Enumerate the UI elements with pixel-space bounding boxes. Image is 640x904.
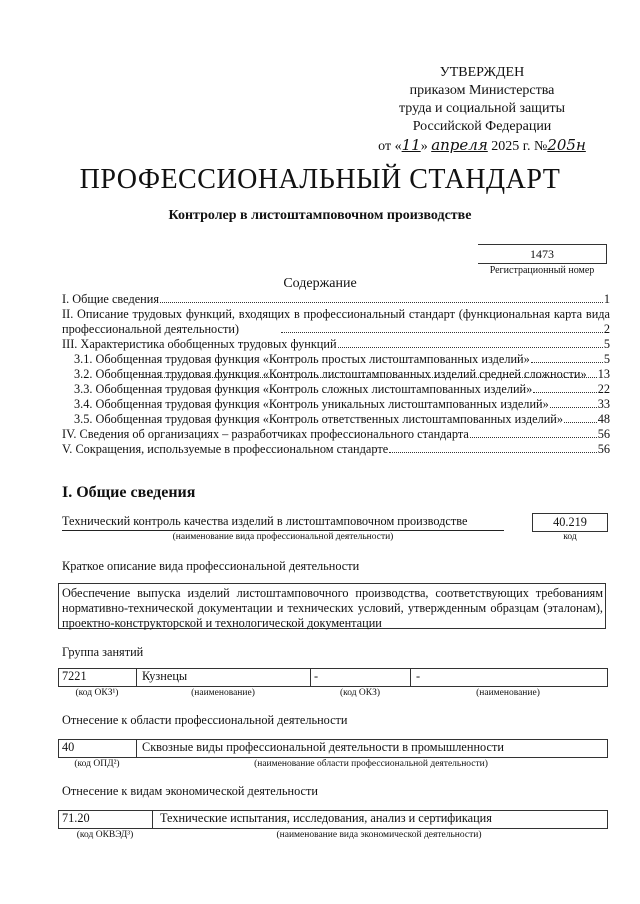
registration-label: Регистрационный номер [489, 265, 595, 276]
toc-item[interactable] [62, 337, 610, 352]
area-label: Отнесение к области профессиональной деятельности [62, 713, 348, 727]
okz-name: Кузнецы [142, 669, 188, 683]
approval-day: 11 [401, 136, 421, 154]
okz-code-2: - [314, 669, 319, 683]
toc-item[interactable] [62, 397, 610, 412]
toc-item[interactable] [62, 292, 610, 307]
divider [410, 668, 411, 686]
approval-month: апреля [431, 136, 488, 154]
okved-code-caption: (код ОКВЭД³) [76, 830, 134, 840]
econ-label: Отнесение к видам экономической деятельности [62, 784, 318, 798]
toc-item-text: II. Описание трудовых функций, входящих в профессиональный стандарт (функциональная карта вида профессиональной деятельности) [62, 307, 610, 336]
toc-item-text: III. Характеристика обобщенных трудовых функций [62, 337, 337, 351]
approval-year: 2025 г. № [491, 139, 548, 154]
activity-name-caption: (наименование вида профессиональной деятельности) [172, 532, 394, 542]
toc-item-text: V. Сокращения, используемые в профессиональном стандарте [62, 442, 389, 456]
opd-name: Сквозные виды профессиональной деятельности в промышленности [142, 740, 504, 754]
approval-number: 205н [547, 136, 586, 154]
date-prefix: от « [378, 139, 402, 154]
toc-item-page: 13 [597, 367, 610, 381]
approval-line-2: приказом Министерства [409, 83, 555, 98]
toc-item-page: 33 [597, 397, 610, 411]
divider [310, 668, 311, 686]
activity-name: Технический контроль качества изделий в листоштамповочном производстве [62, 514, 504, 531]
toc-item[interactable] [62, 442, 610, 457]
page-title: ПРОФЕССИОНАЛЬНЫЙ СТАНДАРТ [79, 164, 561, 195]
divider [136, 668, 137, 686]
okved-name: Технические испытания, исследования, анализ и сертификация [160, 811, 492, 825]
activity-code-caption: код [563, 532, 577, 542]
toc-item-text: 3.5. Обобщенная трудовая функция «Контроль ответственных листоштампованных изделий» [74, 412, 564, 426]
approval-line-4: Российской Федерации [412, 119, 552, 134]
toc-title: Содержание [283, 276, 357, 291]
okz-code-caption-2: (код ОКЗ) [339, 688, 381, 698]
brief-description: Обеспечение выпуска изделий листоштамповочного производства, соответствующих требованиям нормативно-технической документации и технических условий, утвержденным образцам (эталонам), проектно-конструкторской и технологической документации [58, 583, 606, 629]
okz-code: 7221 [62, 669, 87, 683]
occupation-table [58, 668, 608, 687]
toc-item-text: 3.4. Обобщенная трудовая функция «Контроль уникальных листоштампованных изделий» [74, 397, 549, 411]
approval-line-3: труда и социальной защиты [399, 101, 565, 116]
approval-date [372, 136, 592, 156]
divider [136, 739, 137, 757]
approval-heading: УТВЕРЖДЕН [439, 65, 525, 80]
toc-item[interactable] [62, 412, 610, 427]
toc-item-text: 3.2. Обобщенная трудовая функция «Контроль листоштампованных изделий средней сложности» [74, 367, 587, 381]
toc-item-page: 22 [597, 382, 610, 396]
okved-code: 71.20 [62, 811, 90, 825]
toc-item-page: 48 [597, 412, 610, 426]
toc-item-page: 56 [597, 427, 610, 441]
okz-name-caption: (наименование) [191, 688, 255, 698]
toc-item-page: 5 [603, 337, 610, 351]
toc-item-text: I. Общие сведения [62, 292, 159, 306]
occupation-group-label: Группа занятий [62, 645, 144, 659]
toc-item[interactable] [62, 352, 610, 367]
approval-block [372, 64, 592, 156]
okved-name-caption: (наименование вида экономической деятельности) [276, 830, 482, 840]
okz-code-caption: (код ОКЗ¹) [75, 688, 119, 698]
activity-code: 40.219 [532, 513, 608, 532]
toc-item-page: 5 [603, 352, 610, 366]
opd-name-caption: (наименование области профессиональной деятельности) [254, 759, 488, 769]
toc-item[interactable] [62, 427, 610, 442]
date-mid: » [420, 139, 428, 154]
divider [152, 810, 153, 828]
okz-name-caption-2: (наименование) [476, 688, 540, 698]
toc-item-page: 56 [597, 442, 610, 456]
toc-item-text: 3.3. Обобщенная трудовая функция «Контроль сложных листоштампованных изделий» [74, 382, 533, 396]
okz-name-2: - [416, 669, 421, 683]
section-heading: I. Общие сведения [62, 484, 196, 501]
table-of-contents [62, 292, 610, 457]
brief-description-label: Краткое описание вида профессиональной деятельности [62, 559, 360, 573]
toc-item[interactable] [62, 382, 610, 397]
opd-code: 40 [62, 740, 75, 754]
page-subtitle: Контролер в листоштамповочном производстве [168, 208, 472, 223]
toc-item-text: IV. Сведения об организациях – разработчиках профессионального стандарта [62, 427, 469, 441]
toc-item-page: 1 [603, 292, 610, 306]
opd-code-caption: (код ОПД²) [74, 759, 120, 769]
toc-item-text: 3.1. Обобщенная трудовая функция «Контроль простых листоштампованных изделий» [74, 352, 530, 366]
registration-number: 1473 [478, 244, 607, 264]
toc-item-page: 2 [603, 322, 610, 336]
